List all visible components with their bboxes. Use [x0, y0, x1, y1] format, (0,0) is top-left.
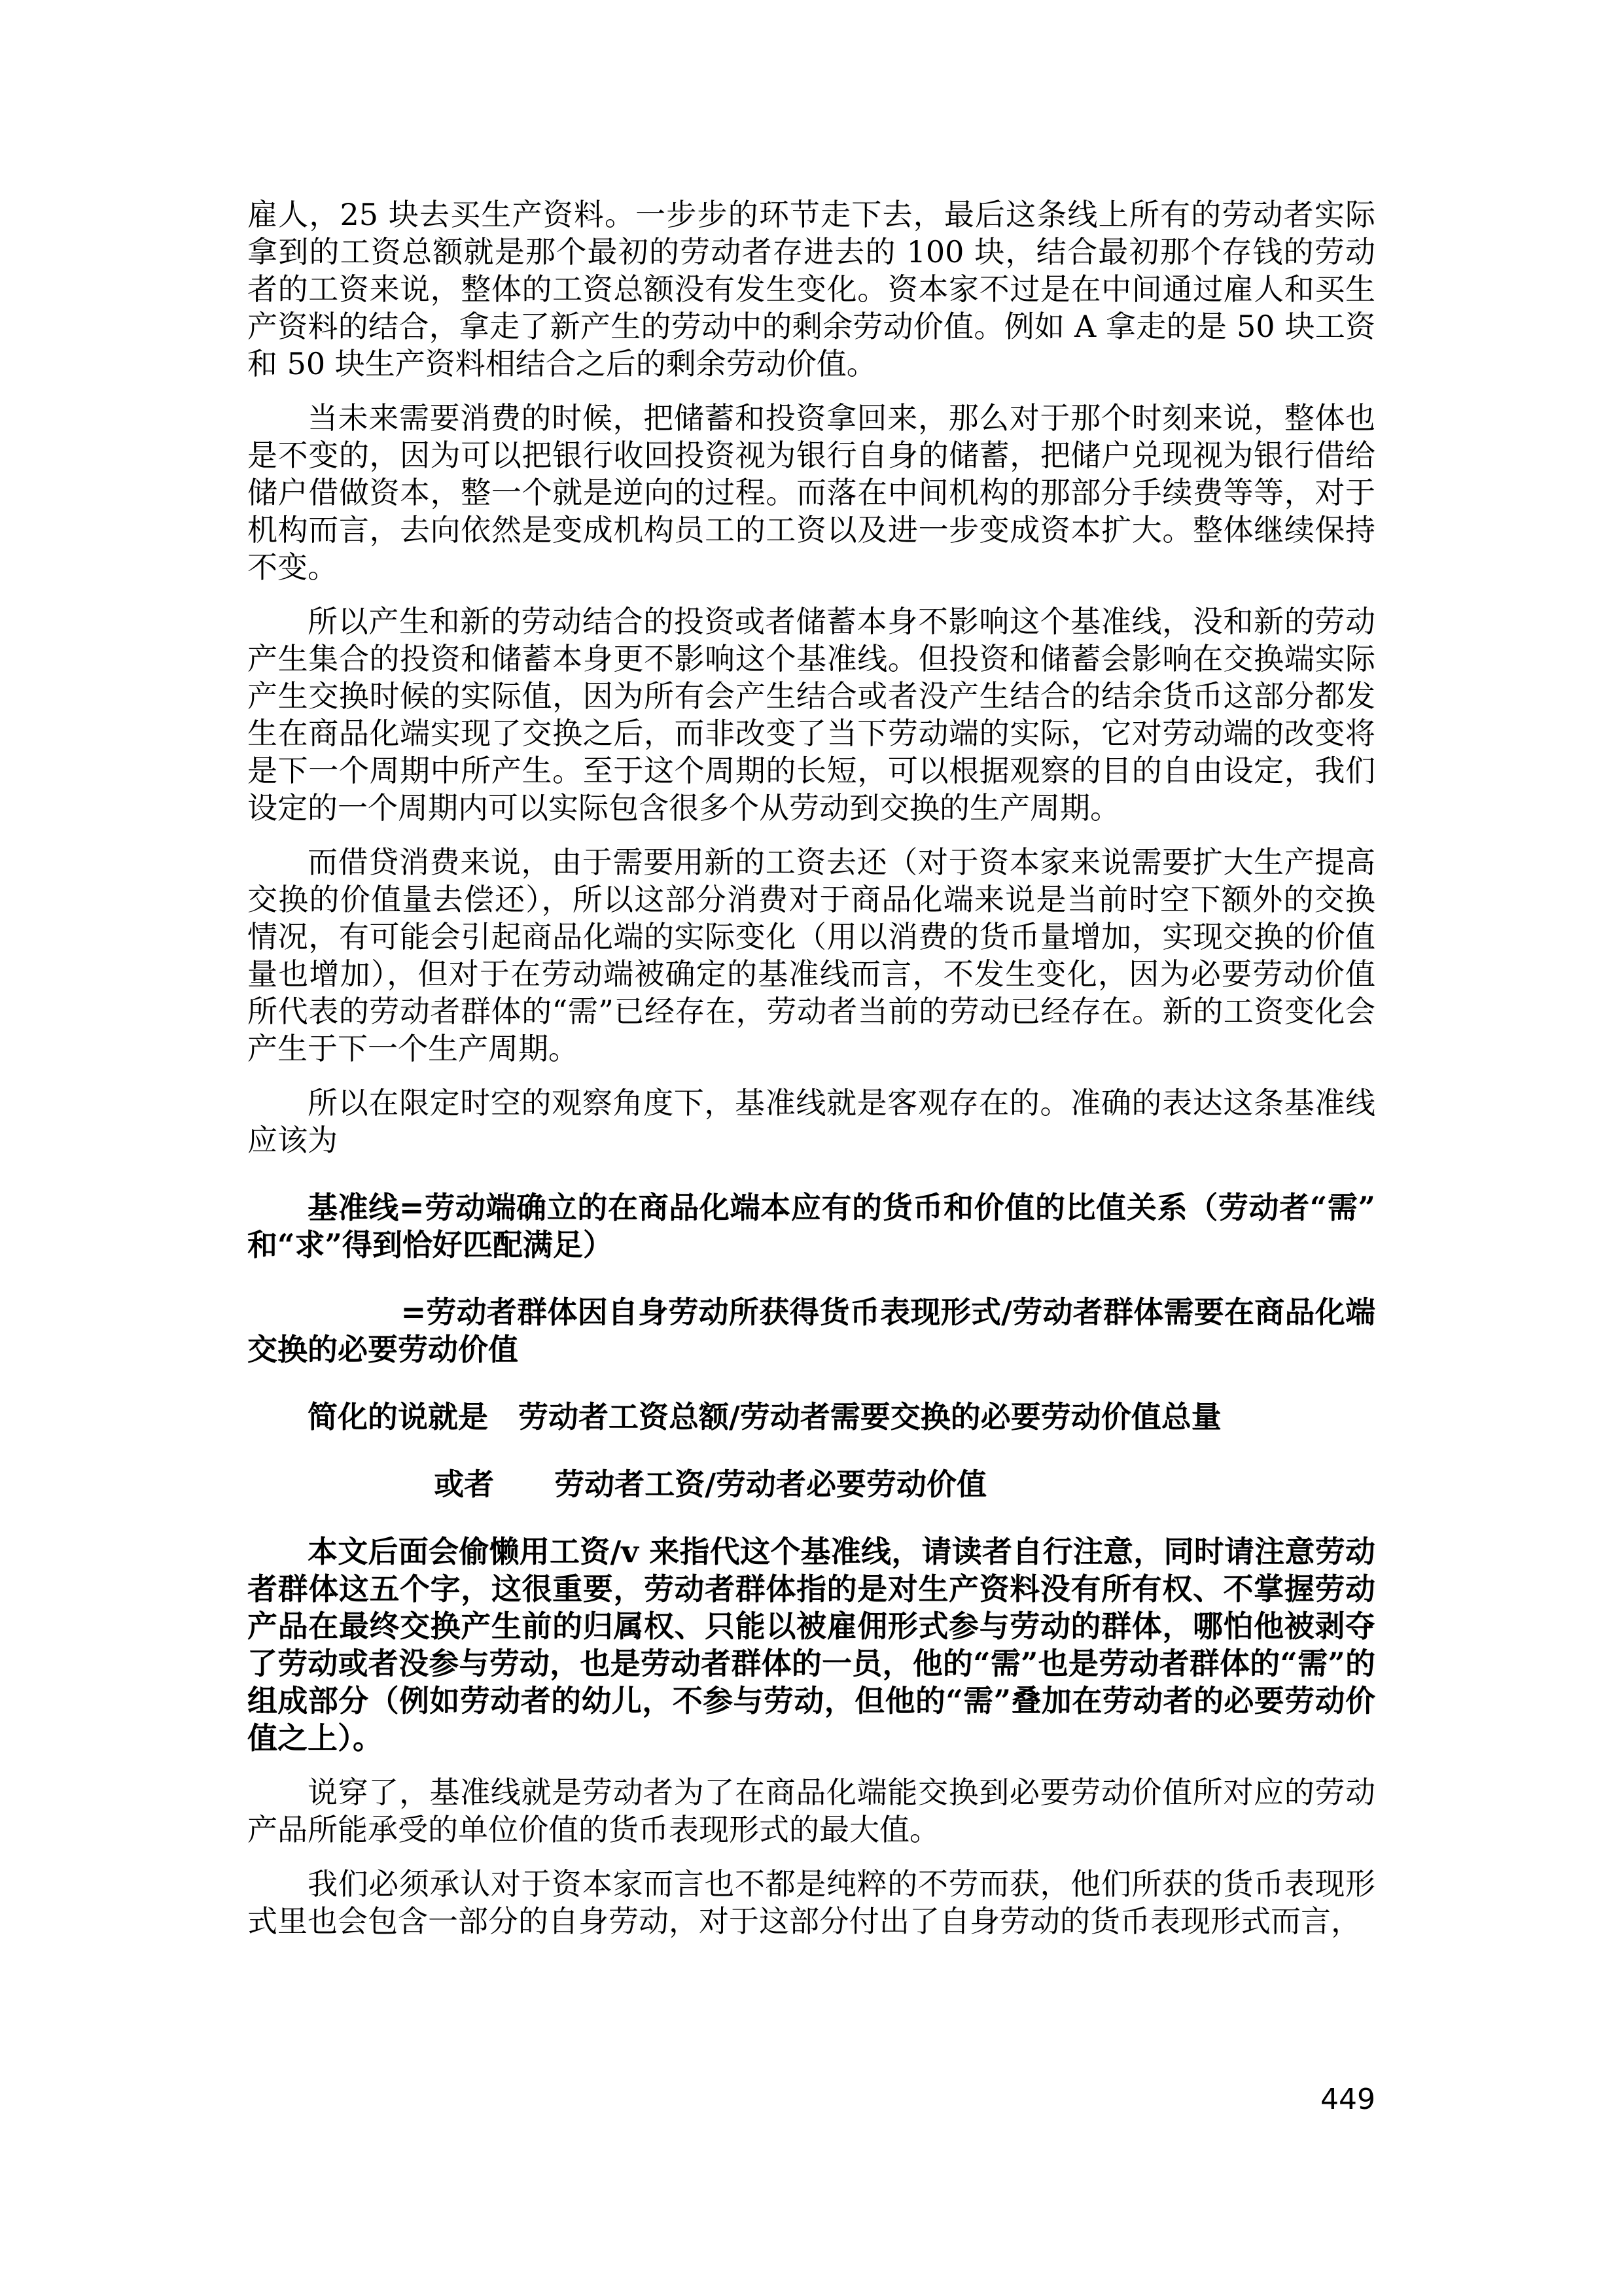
paragraph: 说穿了，基准线就是劳动者为了在商品化端能交换到必要劳动价值所对应的劳动产品所能承受的单位价值的货币表现形式的最大值。 [247, 1775, 1375, 1847]
paragraph: 所以在限定时空的观察角度下，基准线就是客观存在的。准确的表达这条基准线应该为 [247, 1085, 1375, 1158]
formula-simplified: 简化的说就是 劳动者工资总额/劳动者需要交换的必要劳动价值总量 [308, 1399, 1222, 1435]
paragraph-continuation: 雇人，25 块去买生产资料。一步步的环节走下去，最后这条线上所有的劳动者实际拿到的工资总额就是那个最初的劳动者存进去的 100 块，结合最初那个存钱的劳动者的工资来说，整体的工资总额没有发生变化。资本家不过是在中间通过雇人和买生产资料的结合，拿走了新产生的劳动中的剩余劳动价值。例如 A 拿走的是 50 块工资和 50 块生产资料相结合之后的剩余劳动价值。 [247, 197, 1375, 381]
paragraph: 我们必须承认对于资本家而言也不都是纯粹的不劳而获，他们所获的货币表现形式里也会包含一部分的自身劳动，对于这部分付出了自身劳动的货币表现形式而言， [247, 1866, 1375, 1939]
page-number: 449 [1320, 2083, 1375, 2116]
paragraph: 而借贷消费来说，由于需要用新的工资去还（对于资本家来说需要扩大生产提高交换的价值量去偿还），所以这部分消费对于商品化端来说是当前时空下额外的交换情况，有可能会引起商品化端的实际变化（用以消费的货币量增加，实现交换的价值量也增加），但对于在劳动端被确定的基准线而言，不发生变化，因为必要劳动价值所代表的劳动者群体的“需”已经存在，劳动者当前的劳动已经存在。新的工资变化会产生于下一个生产周期。 [247, 844, 1375, 1066]
formula-baseline-equation: =劳动者群体因自身劳动所获得货币表现形式/劳动者群体需要在商品化端交换的必要劳动价值 [247, 1295, 1375, 1367]
paragraph: 所以产生和新的劳动结合的投资或者储蓄本身不影响这个基准线，没和新的劳动产生集合的投资和储蓄本身更不影响这个基准线。但投资和储蓄会影响在交换端实际产生交换时候的实际值，因为所有会产生结合或者没产生结合的结余货币这部分都发生在商品化端实现了交换之后，而非改变了当下劳动端的实际，它对劳动端的改变将是下一个周期中所产生。至于这个周期的长短，可以根据观察的目的自由设定，我们设定的一个周期内可以实际包含很多个从劳动到交换的生产周期。 [247, 604, 1375, 826]
formula-baseline-definition: 基准线=劳动端确立的在商品化端本应有的货币和价值的比值关系（劳动者“需”和“求”得到恰好匹配满足） [247, 1190, 1375, 1262]
paragraph-note-bold: 本文后面会偷懒用工资/v 来指代这个基准线，请读者自行注意，同时请注意劳动者群体这五个字，这很重要，劳动者群体指的是对生产资料没有所有权、不掌握劳动产品在最终交换产生前的归属权、只能以被雇佣形式参与劳动的群体，哪怕他被剥夺了劳动或者没参与劳动，也是劳动者群体的一员，他的“需”也是劳动者群体的“需”的组成部分（例如劳动者的幼儿，不参与劳动，但他的“需”叠加在劳动者的必要劳动价值之上）。 [247, 1534, 1375, 1756]
page-footer [247, 2083, 1375, 2116]
document-body [247, 196, 1375, 1940]
formula-alternative: 或者 劳动者工资/劳动者必要劳动价值 [434, 1467, 987, 1502]
paragraph: 当未来需要消费的时候，把储蓄和投资拿回来，那么对于那个时刻来说，整体也是不变的，因为可以把银行收回投资视为银行自身的储蓄，把储户兑现视为银行借给储户借做资本，整一个就是逆向的过程。而落在中间机构的那部分手续费等等，对于机构而言，去向依然是变成机构员工的工资以及进一步变成资本扩大。整体继续保持不变。 [247, 400, 1375, 585]
